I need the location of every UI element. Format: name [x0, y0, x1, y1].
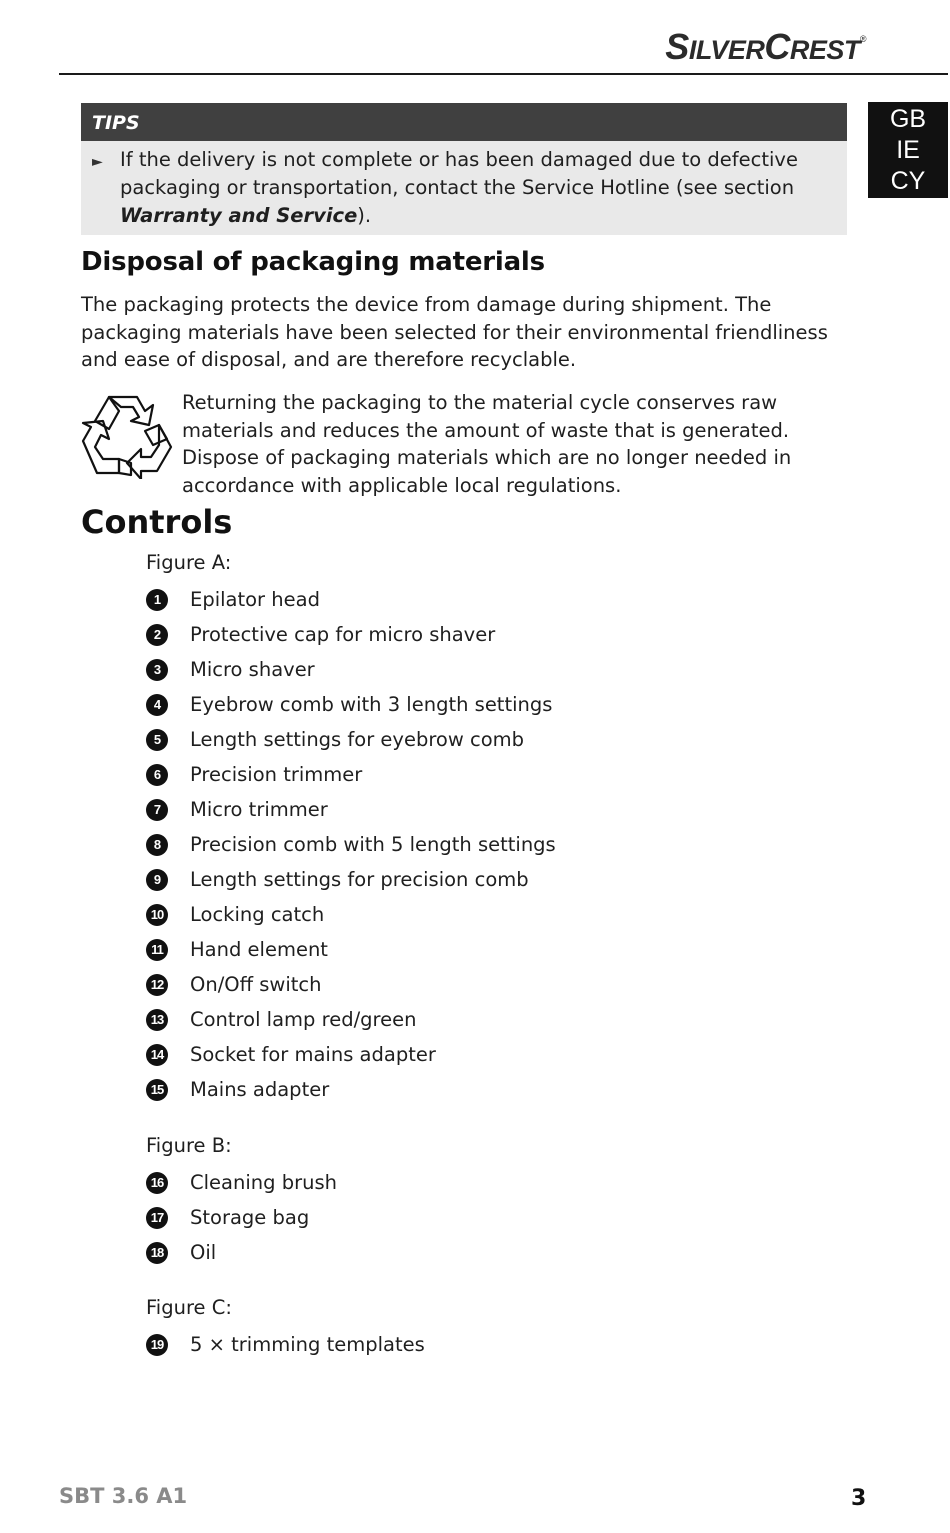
triangle-right-icon: ► [92, 154, 103, 170]
language-code: GB [889, 105, 927, 133]
number-badge: 5 [146, 729, 168, 751]
number-badge: 9 [146, 869, 168, 891]
control-label: On/Off switch [190, 973, 322, 996]
controls-heading: Controls [81, 503, 233, 541]
figure-c-label: Figure C: [146, 1296, 232, 1319]
number-badge: 1 [146, 589, 168, 611]
control-label: Precision trimmer [190, 763, 363, 786]
number-badge: 15 [146, 1079, 168, 1101]
number-badge: 2 [146, 624, 168, 646]
tips-text: If the delivery is not complete or has been damaged due to defective packaging or transportation, contact the Service Hotline (see section Warranty and Service). [120, 148, 798, 227]
language-code: IE [896, 136, 920, 164]
figure-a-label: Figure A: [146, 551, 232, 574]
control-label: Eyebrow comb with 3 length settings [190, 693, 553, 716]
number-badge: 8 [146, 834, 168, 856]
number-badge: 10 [146, 904, 168, 926]
control-label: Cleaning brush [190, 1171, 337, 1194]
disposal-paragraph: The packaging protects the device from damage during shipment. The packaging materials have been selected for their environmental friendliness and ease of disposal, and are therefore recyclable. [81, 293, 828, 371]
control-label: Micro shaver [190, 658, 315, 681]
number-badge: 4 [146, 694, 168, 716]
control-label: Length settings for eyebrow comb [190, 728, 525, 751]
control-label: Protective cap for micro shaver [190, 623, 496, 646]
brand-logo: SILVERCREST® [665, 26, 866, 67]
control-label: Socket for mains adapter [190, 1043, 436, 1066]
control-label: Locking catch [190, 903, 325, 926]
tips-body [81, 141, 847, 235]
number-badge: 3 [146, 659, 168, 681]
tips-box [81, 103, 847, 235]
recycle-icon [79, 391, 173, 479]
control-label: Hand element [190, 938, 328, 961]
language-code: CY [890, 167, 926, 195]
page-number: 3 [851, 1486, 867, 1511]
number-badge: 13 [146, 1009, 168, 1031]
number-badge: 14 [146, 1044, 168, 1066]
number-badge: 18 [146, 1242, 168, 1264]
number-badge: 6 [146, 764, 168, 786]
footer-model: SBT 3.6 A1 [59, 1484, 188, 1508]
number-badge: 16 [146, 1172, 168, 1194]
number-badge: 7 [146, 799, 168, 821]
number-badge: 17 [146, 1207, 168, 1229]
control-label: Epilator head [190, 588, 320, 611]
number-badge: 12 [146, 974, 168, 996]
control-label: Oil [190, 1241, 217, 1264]
control-label: Length settings for precision comb [190, 868, 529, 891]
control-label: Storage bag [190, 1206, 310, 1229]
control-label: Control lamp red/green [190, 1008, 417, 1031]
number-badge: 11 [146, 939, 168, 961]
disposal-heading: Disposal of packaging materials [81, 247, 545, 277]
header-rule [59, 73, 948, 75]
recycle-paragraph: Returning the packaging to the material cycle conserves raw materials and reduces the amount of waste that is generated. Dispose of packaging materials which are no longer needed in accordance with applicable local regulations. [182, 391, 792, 497]
control-label: Mains adapter [190, 1078, 330, 1101]
control-label: 5 × trimming templates [190, 1333, 425, 1356]
number-badge: 19 [146, 1334, 168, 1356]
tips-title: TIPS [81, 103, 847, 141]
control-label: Precision comb with 5 length settings [190, 833, 556, 856]
section-reference: Warranty and Service [120, 204, 358, 227]
control-label: Micro trimmer [190, 798, 328, 821]
language-tab [868, 102, 948, 198]
figure-b-label: Figure B: [146, 1134, 232, 1157]
